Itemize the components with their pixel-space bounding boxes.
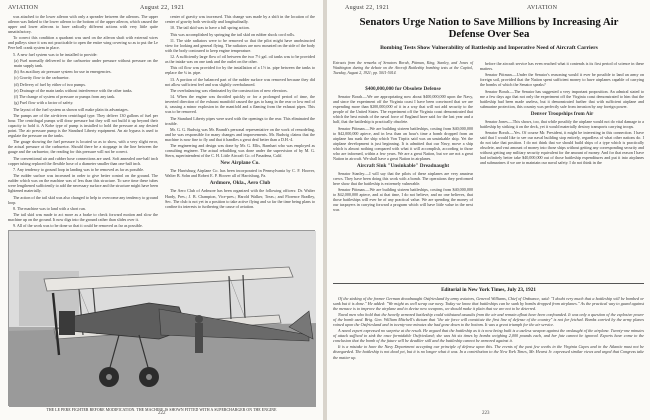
- paragraph: 11. The side radiators were to be removed so that the pilot might have unobstructed view for looking and general flying. The radiators are now mounted on the side of the body with the body contoured to keep engine temperature.: [165, 37, 315, 53]
- paragraph: The Standard Liberty pipes were used with the openings to the rear. This eliminated the trouble.: [165, 115, 315, 126]
- paragraph: Senator Borah.—The Senator has suggested a very important proposition. An admiral stated to me a few days ago that not only the experiment off the Virginia coast demonstrated to him that the battleship had been made useless, but it demonstrated further that with sufficient airplane and submarine protection, this country was perfectly safe from invasion by any foreign power.: [480, 88, 644, 109]
- running-head-date: August 22, 1921: [140, 5, 185, 11]
- paragraph: Senator Pittman.—Under the Senator's reasoning would it ever be possible to land an army on foreign soil, provided that the Nation spent sufficient money to have airplanes capable of carrying the bombs of which the Senator speaks?: [480, 72, 644, 88]
- editorial-title: Editorial in New York Times, July 23, 1921: [441, 287, 536, 293]
- paragraph: This was accomplished by springing the tail skid on rubber shock cord rolls.: [170, 31, 295, 37]
- paragraph: Senator Stanley.—I will say that the pilots of these airplanes are very amateur crews. They have been doing this work with a bomb. The operations they performed here show that the battleship is extremely vulnerable.: [333, 170, 473, 186]
- list-item: (g) Fuel flow with a factor of safety.: [14, 100, 74, 106]
- right-column-2: [480, 61, 644, 280]
- paragraph: 7. Any tendency to ground loop in landing was to be removed as far as possible.: [13, 166, 145, 172]
- section-title-ardmore-aero-club: Ardmore, Okla., Aero Club: [209, 180, 271, 187]
- paragraph: The Harrisburg Airplane Co. has been incorporated in Pennsylvania by C. F. Hoover, Walter B. Sohn and Robert E. P. Hoover all of Harrisburg, Pa.: [165, 168, 315, 179]
- paragraph: The pumps are of the air-driven centrifugal type. They deliver 130 gallons of fuel per hour. The centrifugal pumps will draw pressure but they will not build it up beyond their capacity to hold it. A Kobe type of pump is installed to hold the pressure at any desired point. The air pressure pump is the Standard Liberty equipment. An air bypass is used to regulate the pressure on the tanks.: [8, 112, 158, 139]
- paragraph: Senator Borah.—Yes. Of course Mr. President, it might be interesting in this connection. I have said that I would like to see our naval building stop entirely, regardless of what other nations do. I do not take that position. I do not think that we should build ships of a type which is practically obsolete, and vast amount of money into those ships without getting any corresponding security and without getting any military security equivalent for the amount of money. And for that reason I have had infinitely better take $40,000,000 out of those battleship expenditures and put it into airplanes and submarines if we are to maintain our naval safety. I do not think in the: [480, 130, 645, 166]
- article-subhead: Bombing Tests Show Vulnerability of Battleship and Imperative Need of Aircraft Carriers: [380, 45, 598, 51]
- left-column-2: [165, 14, 315, 228]
- running-head-date-right: August 22, 1921: [345, 5, 390, 11]
- section-title-obsolete-defense: $400,000,000 for Obsolete Defense: [365, 86, 441, 92]
- paragraph: A naval expert expressed no surprise at the result. He argued that the battleship as it is now being built is a useless weapon against the onslaught of the airplane. Twenty-one minutes of attack sufficed to sink the once formidable Ostfriesland; she was hit six times by bombs weighing 2,000 pounds each, and her fate cannot be ignored. Experts have come to the conclusion that the bomb of the future will be deadlier still and the battleship cannot be armored against it.: [333, 328, 644, 344]
- paragraph: 8. The machine was to land with a short run.: [13, 205, 86, 211]
- section-title-unsinkable: Aircraft Sink "Unsinkable" Dreadnaught: [356, 162, 450, 169]
- left-column-1: [8, 14, 158, 228]
- paragraph: Mr. G. G. Budwig was Mr. Brandt's personal representative on the work of remodeling, and he was responsible for many changes and improvements. Mr. Budwig claims that the machine is now fine to fly and that it handles a great deal better than a D.H.-4.: [165, 126, 315, 142]
- section-title-troopships: Denver Troopships from Air: [530, 110, 594, 117]
- paragraph: 10. The tail skid was to have a full spring action.: [170, 25, 250, 31]
- fuel-system-list: [8, 58, 158, 106]
- section-divider: [333, 283, 644, 284]
- paragraph: 5. A new fuel system was to be installed to provide:: [13, 51, 98, 57]
- paragraph: It is a mistake to have the Navy Department accepting our principle of defense upon this. The events of the past few weeks in the Virginia Capes and in the Atlantic must not be disregarded. The battleship is not dead yet, but it is no longer what it was. In a contribution to the New York Times, Mr. Hearst Jr. expressed similar views and urged that Congress take the matter up.: [333, 344, 644, 360]
- paragraph: The rudder surface was increased in order to give better control on the ground. The rudder which was on the machine was of less than this structure. To save time these tubes were lengthened sufficiently to add the necessary surface and the structure might have been lightened materially.: [8, 173, 158, 194]
- paragraph: Senator Pittman.—We are building sixteen battleships, costing from $40,000,000 to $42,000,000 apiece, and at that time, I do not believe, and no one believes, that those battleships will ever be of any practical value. We are spending the money of our taxpayers in carrying forward a program which will have little value in the next war.: [333, 187, 473, 213]
- paragraph: The engineering and design was done by Mr. G. Ellis, Barnhart who was employed as consulting engineer. The actual rebuilding was done under the supervision of by M. G. Stern, superintendent of the C. H. Little Aircraft Co. of Pasadena, Calif.: [165, 143, 315, 159]
- article-intro: Extracts from the remarks of Senators Borah, Pittman, King, Stanley, and Jones of Washington during the debate on the Aircraft Battleship bombing tests at the Capitol, Tuesday, August 2, 1921; pp. 5011-5014.: [333, 61, 473, 75]
- paragraph: To correct this condition a quadrant was used on the aileron shaft with external wires and pulleys since it was not practicable to open the entire wing covering so as to put the Le Pere bell crank system in place.: [8, 35, 158, 51]
- running-head-title: AVIATION: [8, 5, 39, 11]
- paragraph: The conventional air and rubber hose connections are used. Soft annealed one-half inch copper tubing replaced the flexible hose of a diameter smaller than one-half inch.: [8, 155, 158, 166]
- list-item: (f) The change of system of pressure or pumps from any tank.: [14, 94, 116, 100]
- article-headline: Senators Urge Nation to Save Millions by Increasing Air Defense Over Sea: [359, 16, 619, 40]
- list-item: (b) An auxiliary air pressure system for use in emergencies.: [14, 69, 112, 75]
- paragraph: The gauge showing the fuel pressure is located so as to show, with a very slight error, the actual pressure at the carburetor. Should there be a stoppage in the line between the gauge and the carburetor, the reading for this pressure will not be correct.: [8, 139, 158, 155]
- list-item: (e) Drainage of the main tanks without interference with the other tanks.: [14, 87, 133, 93]
- running-head-right: AVIATION: [527, 5, 558, 11]
- paragraph: The action of the tail skid was also changed to help to overcome any tendency to ground loop.: [8, 194, 158, 205]
- paragraph: The Aero Club of Ardmore has been organized with the following officers: Dr. Walter Hardy, Pres.; J. B. Champion, Vice-pres.; Harold Walker, Treas.; and Florence Bradley, Sec. The club is not yet in a position to take active flying and so far the time being plans to confine its interests to furthering the cause of aviation.: [165, 188, 315, 209]
- paragraph: 9. All of the work was to be done so that it could be removed as far as possible.: [13, 223, 143, 229]
- biplane-photo: [8, 230, 315, 406]
- editorial-text: [333, 296, 644, 412]
- paragraph: 12. A sufficiently large flow of oil between the two 7½ gal. oil tanks was to be provided as the intake was on one tank and the outlet on the other.: [165, 54, 315, 65]
- list-item: (c) Gravity flow to the carburetor.: [14, 75, 70, 81]
- paragraph: The tail skid was made to act more as a brake to check forward motion and slow the machine up on the ground. It now digs into the ground rather than slides over it.: [8, 212, 158, 223]
- running-head-left: [8, 5, 38, 11]
- paragraph: This oil flow was provided for by the installation of a 1½ in. pipe between the tanks to replace the ¾ in. pipe.: [165, 65, 315, 76]
- list-item: (d) Delivery of fuel by either of two pumps.: [14, 81, 86, 87]
- paragraph: Senator Pittman.—We are building sixteen battleships, costing from $40,000,000 to $42,000,000 apiece, and in less than an hour's time a bomb dropped from an airplane has sunk the ship which Von Tirpitz said was an unsinkable ship. Yet the airplane development is just beginning. It is admitted that our Navy, move a ship which is almost nothing compared with what it will accomplish, according to those who are informed, within a few years. We are a great Nation, but we are not a great Nation in aircraft. We shall have a great Nation in airplanes.: [333, 125, 473, 161]
- photo-caption: THE LE PERE FIGHTER BEFORE MODIFICATION. THE MACHINE IS SHOWN FITTED WITH A SUPERCHARGER ON THE ENGINE: [46, 408, 277, 412]
- paragraph: center of gravity was increased. This change was made by a shift in the location of the center of gravity both vertically and longitudinally.: [165, 14, 315, 25]
- page-number-left: 222: [158, 411, 166, 416]
- paragraph: was attached to the lower aileron with only a spreader between the ailerons. The upper aileron was linked to the lower aileron to the bottom of the upper aileron, which caused the upper and lower ailerons to have radically different actions with very little quite unsatisfactory.: [8, 14, 158, 35]
- paragraph: Naval men who hold that the heavily armored battleship could withstand assaults from the air and remain afloat have been confounded. It was only a question of the explosive power of the bomb used. Brig. Gen. William Mitchell's dictum that "the air force will constitute the first line of defense of the country" is not far fetched. Bombs carried by the army planes rained upon the Ostfriesland and in twenty-one minutes she had gone down to the bottom. It was a great triumph for the air service.: [333, 312, 644, 328]
- section-title-new-airplane-co: New Airplane Co.: [220, 160, 260, 167]
- paragraph: Of the sinking of the former German dreadnaught Ostfriesland by army aviators, General Williams, Chief of Ordnance, said: "I doubt very much that a battleship will be bombed or sunk but it is done." He added: "We might as well scrap our navy. Today we know that battleships can be sunk by bombs dropped from airplanes." As the practical way to guard against the menace is to improve the airplane and to devise new weapons, we should make it plain that we are not to be deterred.: [333, 296, 644, 312]
- paragraph: 14. When the engine was throttled quickly or for a prolonged period of time, the inverted direction of the exhaust manifold caused the gas to hang in the rear or low end of it, causing a minor explosion in the manifold and a flaming from the exhaust pipes. This was to be removed.: [165, 94, 315, 115]
- page-number-right: 223: [482, 411, 490, 416]
- paragraph: The layout of the fuel system as shown will make plain its advantages.: [13, 106, 129, 112]
- paragraph: before the aircraft service has even reached what it contends is its first period of science in these matters.: [480, 61, 644, 72]
- paragraph: The overbalancing was eliminated by the construction of new elevators.: [170, 87, 288, 93]
- paragraph: Senator Borah.—We are appropriating now about $400,000,000 upon the Navy, and since the experiment off the Virginia coast I have been convinced that we are expending more than $200,000,000 of it in a way that will not add security to the people of the United States. The experiment off the Virginia coast demonstrated that which the best minds of the naval force of England have said for the last year and a half, that the battleship is practically obsolete.: [333, 94, 473, 125]
- biplane-illustration: [9, 231, 316, 407]
- list-item: (a) Fuel normally delivered to the carburetor under pressure without pressure on the main supply tank.: [14, 57, 158, 68]
- paragraph: 13. A portion of the balanced part of the rudder surface was removed because they did not allow sufficient feel and was slightly overbalanced.: [165, 76, 315, 87]
- left-page: [0, 0, 323, 420]
- paragraph: Senator Jones.—This shows, too, that while possibly the airplane would not do vital damage to a battleship by striking it on the deck, yet it would materially destroy transports carrying troops.: [480, 118, 644, 129]
- right-column-1: [333, 84, 473, 280]
